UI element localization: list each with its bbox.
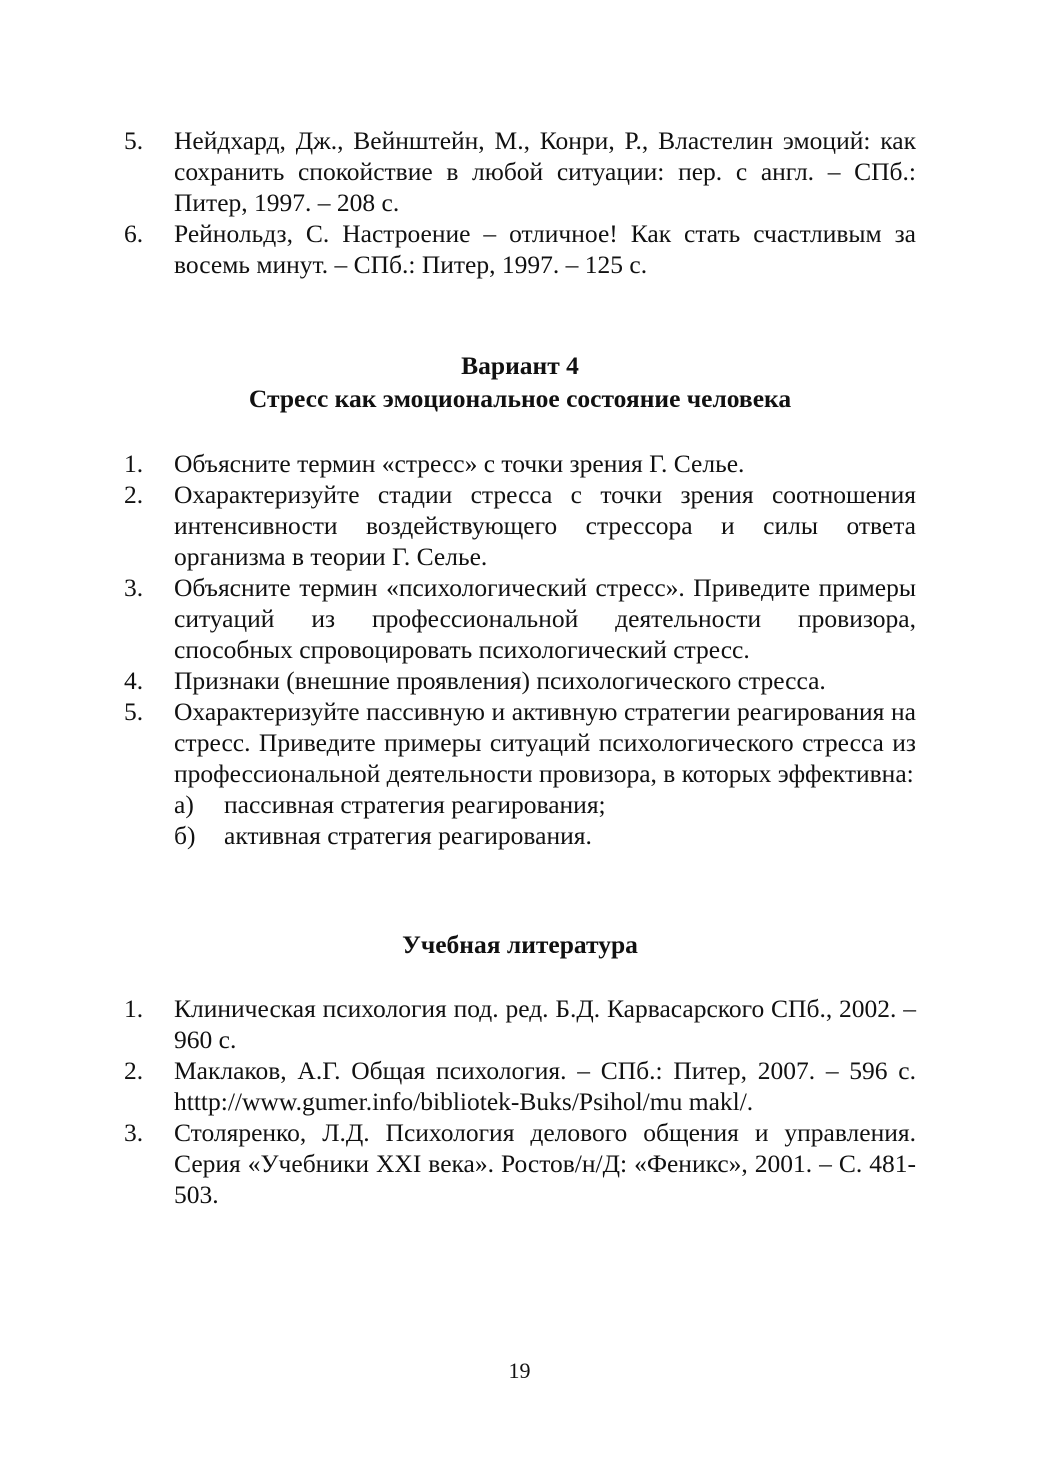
- literature-item: [124, 1117, 916, 1210]
- literature-text: Маклаков, А.Г. Общая психология. – СПб.: Питер, 2007. – 596 с. htttp://www.gumer.info/bibliotek-Buks/Psihol/mu makl/.: [174, 1056, 916, 1116]
- question-item: [124, 696, 916, 851]
- subitem-letter: а): [174, 790, 194, 819]
- reference-list-top: [124, 125, 916, 280]
- literature-item: [124, 1055, 916, 1117]
- literature-list: [124, 993, 916, 1210]
- question-subitem: [174, 820, 916, 851]
- question-text: Охарактеризуйте пассивную и активную стратегии реагирования на стресс. Приведите примеры ситуаций психологического стресса из профессиональной деятельности провизора, в которых эффективна:: [174, 697, 916, 788]
- reference-number: 5.: [124, 126, 144, 155]
- question-list: [124, 448, 916, 851]
- question-sublist: [174, 789, 916, 851]
- subitem-text: пассивная стратегия реагирования;: [224, 790, 606, 819]
- literature-text: Столяренко, Л.Д. Психология делового общения и управления. Серия «Учебники XXI века». Ростов/н/Д: «Феникс», 2001. – С. 481-503.: [174, 1118, 916, 1209]
- page-number: 19: [508, 1358, 531, 1383]
- reference-item: [124, 218, 916, 280]
- question-number: 3.: [124, 573, 144, 602]
- question-number: 4.: [124, 666, 144, 695]
- question-text: Объясните термин «стресс» с точки зрения Г. Селье.: [174, 449, 745, 478]
- literature-text: Клиническая психология под. ред. Б.Д. Карвасарского СПб., 2002. – 960 с.: [174, 994, 916, 1054]
- question-number: 5.: [124, 697, 144, 726]
- question-text: Охарактеризуйте стадии стресса с точки зрения соотношения интенсивности воздействующего стрессора и силы ответа организма в теории Г. Селье.: [174, 480, 916, 571]
- subitem-text: активная стратегия реагирования.: [224, 821, 592, 850]
- question-item: [124, 479, 916, 572]
- question-item: [124, 448, 916, 479]
- question-item: [124, 665, 916, 696]
- variant-subtitle: Стресс как эмоциональное состояние человека: [248, 384, 792, 413]
- literature-number: 2.: [124, 1056, 144, 1085]
- question-number: 1.: [124, 449, 144, 478]
- reference-item: [124, 125, 916, 218]
- reference-text: Рейнольдз, С. Настроение – отличное! Как стать счастливым за восемь минут. – СПб.: Питер, 1997. – 125 с.: [174, 219, 916, 279]
- question-item: [124, 572, 916, 665]
- question-subitem: [174, 789, 916, 820]
- literature-title: Учебная литература: [402, 930, 638, 959]
- question-number: 2.: [124, 480, 144, 509]
- question-text: Объясните термин «психологический стресс». Приведите примеры ситуаций из профессиональной деятельности провизора, способных спровоцировать психологический стресс.: [174, 573, 916, 664]
- literature-number: 3.: [124, 1118, 144, 1147]
- variant-title: Вариант 4: [461, 351, 579, 380]
- subitem-letter: б): [174, 821, 196, 850]
- question-text: Признаки (внешние проявления) психологического стресса.: [174, 666, 826, 695]
- reference-text: Нейдхард, Дж., Вейнштейн, М., Конри, Р., Властелин эмоций: как сохранить спокойствие в любой ситуации: пер. с англ. – СПб.: Питер, 1997. – 208 с.: [174, 126, 916, 217]
- reference-number: 6.: [124, 219, 144, 248]
- literature-item: [124, 993, 916, 1055]
- literature-number: 1.: [124, 994, 144, 1023]
